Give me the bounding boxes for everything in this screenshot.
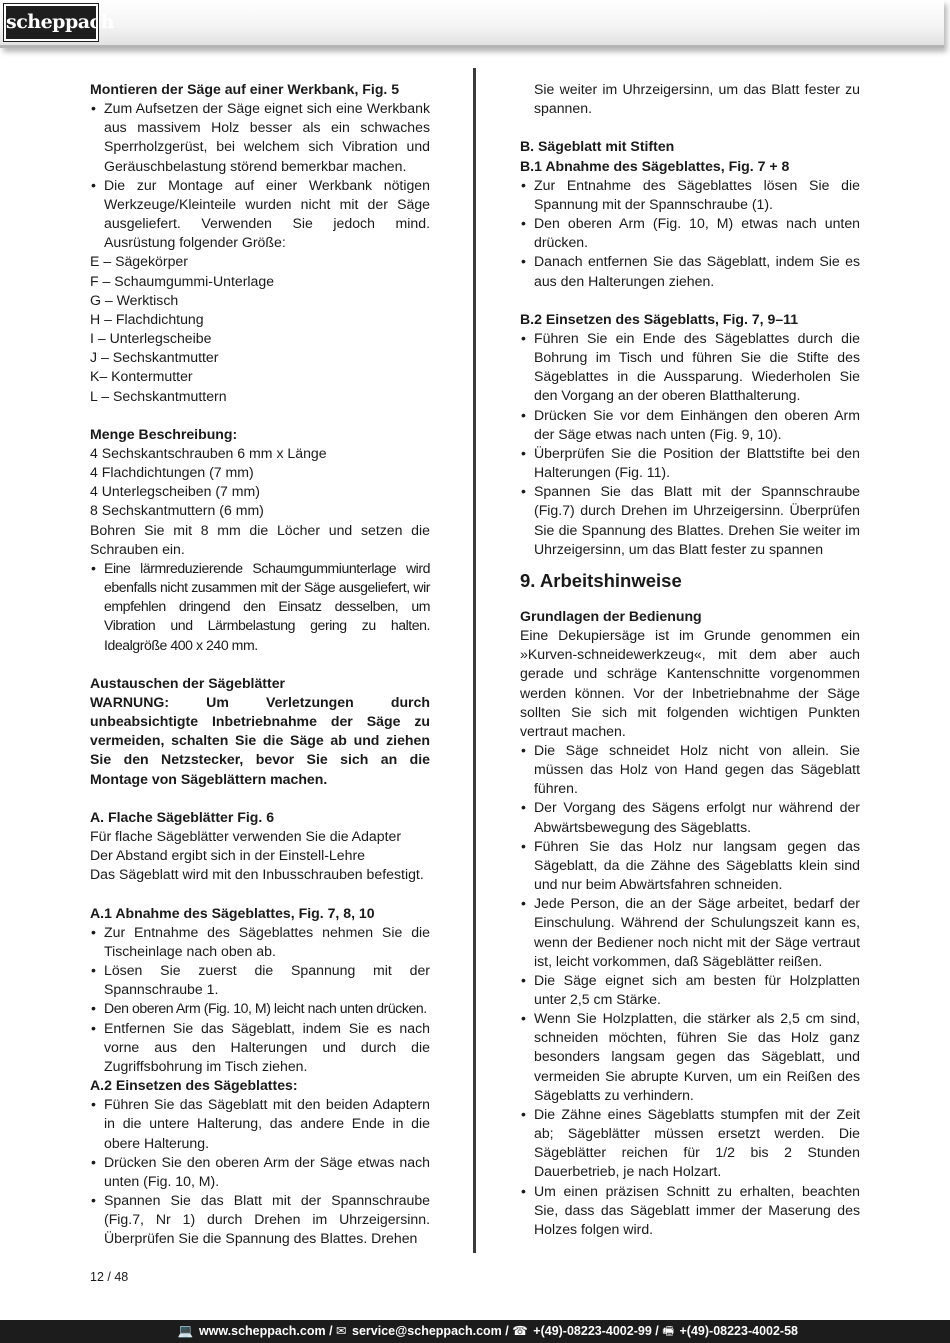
text-line: 4 Sechskantschrauben 6 mm x Länge: [90, 444, 327, 461]
footer-email: service@scheppach.com /: [352, 1324, 509, 1338]
right-column: [520, 80, 860, 1239]
section-heading: A.1 Abnahme des Sägeblattes, Fig. 7, 8, 10: [90, 904, 375, 921]
column-divider: [473, 68, 476, 1253]
left-column: [90, 80, 430, 1248]
mail-icon: ✉: [336, 1324, 347, 1338]
footer-website: www.scheppach.com /: [198, 1324, 333, 1338]
bullet-item: • Überprüfen Sie die Position der Blattstifte bei den Halterungen (Fig. 11).: [520, 444, 860, 482]
text-line: Für flache Sägeblätter verwenden Sie die Adapter: [90, 828, 402, 845]
bullet-item: • Eine lärmreduzierende Schaumgummiunterlage wird ebenfalls nicht zusammen mit der Säge ausgeliefert, wir empfehlen dringend den Einsatz desselben, um Vibration und Lärmbelastung gering zu halten. Idealgröße 400 x 240 mm.: [90, 559, 430, 655]
paragraph: Bohren Sie mit 8 mm die Löcher und setzen die Schrauben ein.: [90, 521, 430, 557]
scheppach-logo: scheppach: [4, 4, 98, 41]
text-line: H – Flachdichtung: [90, 310, 204, 327]
bullet-item: • Spannen Sie das Blatt mit der Spannschraube (Fig.7) durch Drehen im Uhrzeigersinn. Überprüfen Sie die Spannung des Blattes. Drehen Sie weiter im Uhrzeigersinn, um das Blatt fester zu spannen: [520, 482, 860, 559]
text-line: 4 Flachdichtungen (7 mm): [90, 464, 254, 481]
section-heading: Menge Beschreibung:: [90, 425, 238, 442]
bullet-item: • Den oberen Arm (Fig. 10, M) leicht nach unten drücken.: [90, 999, 430, 1018]
bullet-item: • Zur Entnahme des Sägeblattes nehmen Sie die Tischeinlage nach oben ab.: [90, 923, 430, 961]
chapter-title: 9. Arbeitshinweise: [520, 569, 682, 591]
paragraph: Eine Dekupiersäge ist im Grunde genommen ein »Kurven-schneidewerkzeug«, mit dem aber auch gerade und schräge Kantenschnitte vorgenommen werden können. Vor der Inbetriebnahme der Säge sollten Sie sich mit folgenden wichtigen Punkten vertraut machen.: [520, 627, 860, 739]
header-bar: [0, 0, 944, 48]
warning-paragraph: WARNUNG: Um Verletzungen durch unbeabsichtigte Inbetriebnahme der Säge zu vermeiden, schalten Sie die Säge ab und ziehen Sie den Netzstecker, bevor Sie sich an die Montage von Sägeblättern machen.: [90, 693, 430, 787]
text-line: F – Schaumgummi-Unterlage: [90, 272, 275, 289]
bullet-item: • Wenn Sie Holzplatten, die stärker als 2,5 cm sind, schneiden möchten, führen Sie das Holz ganz besonders langsam gegen das Sägeblatt, und vermeiden Sie abrupte Kurven, um ein Reißen des Sägeblatts zu verhindern.: [520, 1009, 860, 1105]
spacer: [90, 406, 430, 425]
section-heading: B. Sägeblatt mit Stiften: [520, 138, 675, 155]
bullet-item: • Zum Aufsetzen der Säge eignet sich eine Werkbank aus massivem Holz besser als ein schwaches Sperrholzgerüst, bei welchem sich Vibration und Geräuschbelastung störend bemerkbar machen.: [90, 99, 430, 176]
page-number: 12 / 48: [90, 1270, 129, 1284]
bullet-item: • Entfernen Sie das Sägeblatt, indem Sie es nach vorne aus den Halterungen und durch die Zugriffsbohrung im Tisch ziehen.: [90, 1019, 430, 1076]
bullet-item: • Den oberen Arm (Fig. 10, M) etwas nach unten drücken.: [520, 214, 860, 252]
section-heading: Grundlagen der Bedienung: [520, 607, 702, 624]
bullet-item: • Drücken Sie vor dem Einhängen den oberen Arm der Säge etwas nach unten (Fig. 9, 10).: [520, 406, 860, 444]
bullet-item: • Die Säge schneidet Holz nicht von allein. Sie müssen das Holz von Hand gegen das Sägeblatt führen.: [520, 741, 860, 798]
spacer: [90, 655, 430, 674]
bullet-item: • Die Zähne eines Sägeblatts stumpfen mit der Zeit ab; Sägeblätter müssen ersetzt werden. Die Sägeblätter reichen für 1/2 bis 2 Stunden Dauerbetrieb, je nach Holzart.: [520, 1105, 860, 1182]
bullet-item: • Führen Sie ein Ende des Sägeblattes durch die Bohrung im Tisch und führen Sie die Stifte des Sägeblattes in die Aussparung. Wiederholen Sie den Vorgang an der oberen Blatthalterung.: [520, 329, 860, 406]
text-line: J – Sechskantmutter: [90, 349, 219, 366]
phone-icon: ☎: [512, 1324, 528, 1338]
section-heading: Austauschen der Sägeblätter: [90, 674, 286, 691]
fax-icon: 🖷: [662, 1324, 675, 1338]
bullet-item: • Um einen präzisen Schnitt zu erhalten, beachten Sie, dass das Sägeblatt immer der Maserung des Holzes folgen wird.: [520, 1182, 860, 1239]
bullet-item: • Führen Sie das Sägeblatt mit den beiden Adaptern in die untere Halterung, das andere Ende in die obere Halterung.: [90, 1095, 430, 1152]
section-heading: B.1 Abnahme des Sägeblattes, Fig. 7 + 8: [520, 157, 790, 174]
bullet-item: • Spannen Sie das Blatt mit der Spannschraube (Fig.7, Nr 1) durch Drehen im Uhrzeigersinn. Überprüfen Sie die Spannung des Blattes. Drehen: [90, 1191, 430, 1248]
bullet-item: • Die zur Montage auf einer Werkbank nötigen Werkzeuge/Kleinteile wurden nicht mit der Säge ausgeliefert. Verwenden Sie jedoch mind. Ausrüstung folgender Größe:: [90, 176, 430, 253]
text-line: I – Unterlegscheibe: [90, 330, 212, 347]
section-heading: A.2 Einsetzen des Sägeblattes:: [90, 1077, 298, 1094]
text-line: Der Abstand ergibt sich in der Einstell-Lehre: [90, 847, 365, 864]
spacer: [90, 885, 430, 904]
continued-bullet-text: Sie weiter im Uhrzeigersinn, um das Blatt fester zu spannen.: [534, 81, 860, 117]
footer-fax: +(49)-08223-4002-58: [679, 1324, 798, 1338]
text-line: G – Werktisch: [90, 291, 179, 308]
footer-bar: [0, 1320, 950, 1343]
bullet-item: • Führen Sie das Holz nur langsam gegen das Sägeblatt, da die Zähne des Sägeblatts klein sind und nur beim Abwärtsfahren schneiden.: [520, 837, 860, 894]
section-heading: B.2 Einsetzen des Sägeblatts, Fig. 7, 9–11: [520, 310, 799, 327]
bullet-item: • Drücken Sie den oberen Arm der Säge etwas nach unten (Fig. 10, M).: [90, 1153, 430, 1191]
text-line: K– Kontermutter: [90, 368, 193, 385]
computer-icon: 💻: [177, 1324, 194, 1338]
spacer: [520, 118, 860, 137]
section-heading: Montieren der Säge auf einer Werkbank, Fig. 5: [90, 81, 400, 97]
text-line: L – Sechskantmuttern: [90, 387, 227, 404]
bullet-item: • Lösen Sie zuerst die Spannung mit der Spannschraube 1.: [90, 961, 430, 999]
spacer: [90, 789, 430, 808]
bullet-item: • Jede Person, die an der Säge arbeitet, bedarf der Einschulung. Während der Schulungszeit kann es, wenn der Bediener noch nicht mit der Säge vertraut ist, leicht vorkommen, daß Sägeblätter reißen.: [520, 894, 860, 971]
bullet-item: • Die Säge eignet sich am besten für Holzplatten unter 2,5 cm Stärke.: [520, 971, 860, 1009]
bullet-item: • Der Vorgang des Sägens erfolgt nur während der Abwärtsbewegung des Sägeblatts.: [520, 798, 860, 836]
spacer: [520, 291, 860, 310]
text-line: E – Sägekörper: [90, 253, 188, 270]
bullet-item: • Danach entfernen Sie das Sägeblatt, indem Sie es aus den Halterungen ziehen.: [520, 252, 860, 290]
text-line: Das Sägeblatt wird mit den Inbusschrauben befestigt.: [90, 866, 424, 883]
footer-phone: +(49)-08223-4002-99 /: [533, 1324, 659, 1338]
text-line: 8 Sechskantmuttern (6 mm): [90, 502, 264, 519]
text-line: 4 Unterlegscheiben (7 mm): [90, 483, 260, 500]
bullet-item: • Zur Entnahme des Sägeblattes lösen Sie die Spannung mit der Spannschraube (1).: [520, 176, 860, 214]
section-heading: A. Flache Sägeblätter Fig. 6: [90, 808, 275, 825]
